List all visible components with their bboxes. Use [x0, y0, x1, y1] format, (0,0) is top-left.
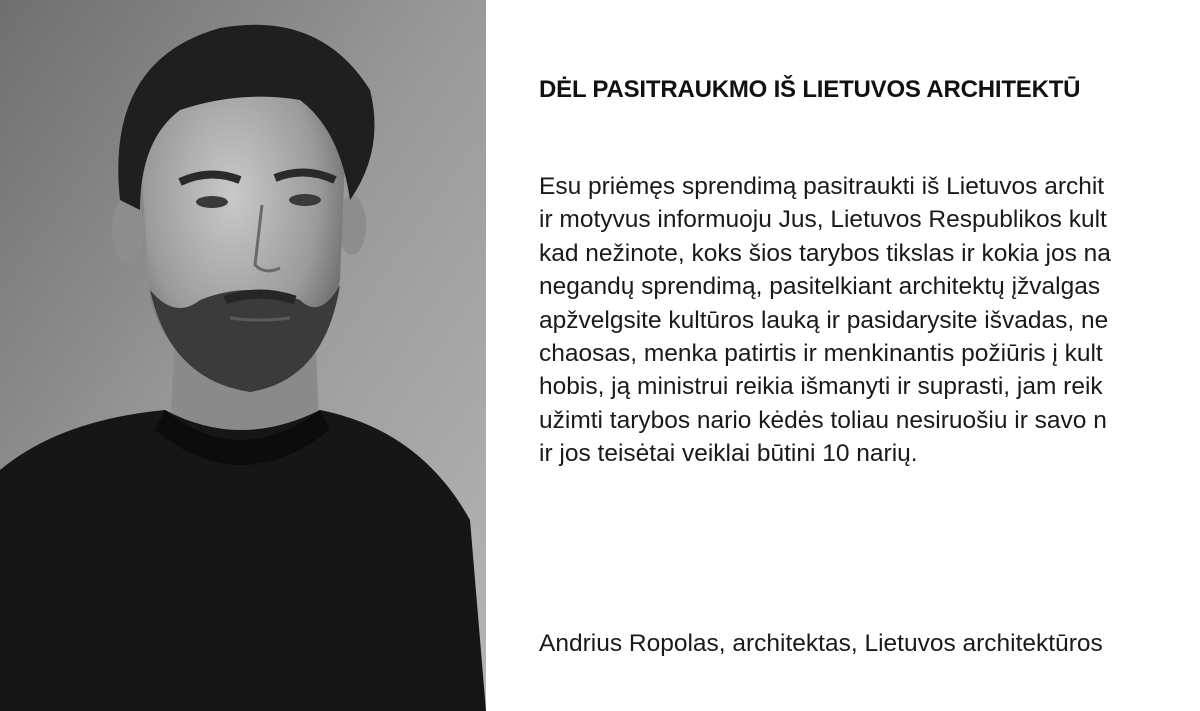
body-line: Esu priėmęs sprendimą pasitraukti iš Lietuvos archit [539, 173, 1105, 200]
body-line: negandų sprendimą, pasitelkiant architektų įžvalgas [539, 273, 1101, 301]
body-line: hobis, ją ministrui reikia išmanyti ir suprasti, jam reik [539, 373, 1103, 401]
signature: Andrius Ropolas, architektas, Lietuvos architektūros [539, 630, 1103, 657]
body-line: kad nežinote, koks šios tarybos tikslas ir kokia jos na [539, 239, 1111, 267]
statement-heading: DĖL PASITRAUKMO IŠ LIETUVOS ARCHITEKTŪ [539, 76, 1081, 103]
statement-panel [486, 0, 1200, 711]
body-line: ir jos teisėtai veiklai būtini 10 narių. [539, 440, 918, 468]
body-line: ir motyvus informuoju Jus, Lietuvos Respublikos kult [539, 206, 1107, 234]
body-line: chaosas, menka patirtis ir menkinantis požiūris į kult [539, 340, 1103, 368]
body-line: užimti tarybos nario kėdės toliau nesiruošiu ir savo n [539, 406, 1107, 434]
body-line: apžvelgsite kultūros lauką ir pasidarysite išvadas, ne [539, 306, 1109, 334]
statement-body [539, 170, 1111, 471]
portrait-photo [0, 0, 486, 711]
